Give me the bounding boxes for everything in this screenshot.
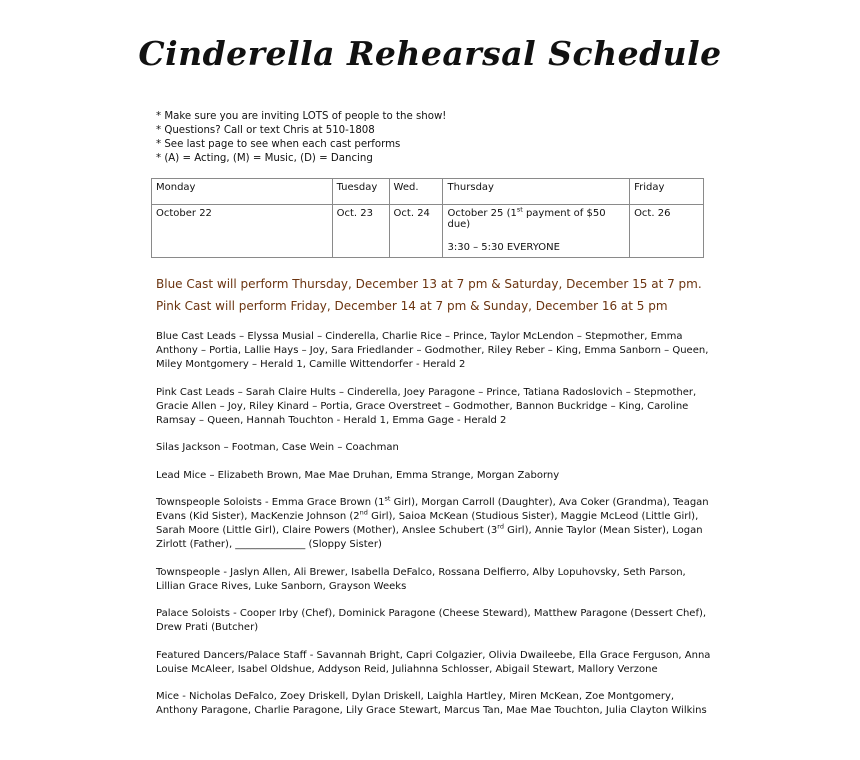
thursday-text-b: payment of $50 due): [447, 208, 606, 230]
superscript: st: [384, 494, 391, 503]
soloists-text: Townspeople Soloists - Emma Grace Brown (1: [156, 497, 385, 508]
cell-tuesday: Oct. 23: [332, 205, 389, 258]
blue-cast-leads: Blue Cast Leads – Elyssa Musial – Cinderella, Charlie Rice – Prince, Taylor McLendon – Stepmother, Emma Anthony – Portia, Lallie Hays – Joy, Sara Friedlander – Godmother, Riley Reber – King, Emma Sanborn – Queen, Miley Montgomery – Herald 1, Camille Wittendorfer - Herald 2: [156, 331, 709, 370]
cell-thursday: [443, 205, 630, 258]
note-item: * See last page to see when each cast performs: [156, 139, 401, 150]
soloists-text: Girl), Morgan Carroll (Daughter), Ava Coker (Grandma), Teagan Evans (Kid Sister), MacKenzie Johnson (2: [156, 497, 709, 522]
thursday-text-a: October 25 (1: [447, 208, 517, 219]
header-friday: Friday: [630, 179, 704, 205]
note-item: * Make sure you are inviting LOTS of people to the show!: [156, 111, 447, 122]
soloists-text: Girl), Annie Taylor (Mean Sister), Logan Zirlott (Father), ______________ (Sloppy Sister): [156, 525, 703, 550]
notes-list: [156, 110, 446, 166]
soloists-text: Girl), Saioa McKean (Studious Sister), Maggie McLeod (Little Girl), Sarah Moore (Little Girl), Claire Powers (Mother), Anslee Schubert (3: [156, 511, 699, 536]
mice: Mice - Nicholas DeFalco, Zoey Driskell, Dylan Driskell, Laighla Hartley, Miren McKean, Zoe Montgomery, Anthony Paragone, Charlie Paragone, Lily Grace Stewart, Marcus Tan, Mae Mae Touchton, Julia Clayton Wilkins: [156, 691, 707, 716]
palace-soloists: Palace Soloists - Cooper Irby (Chef), Dominick Paragone (Cheese Steward), Matthew Paragone (Dessert Chef), Drew Prati (Butcher): [156, 608, 707, 633]
header-tuesday: Tuesday: [332, 179, 389, 205]
page-title: Cinderella Rehearsal Schedule: [138, 34, 722, 73]
townspeople: Townspeople - Jaslyn Allen, Ali Brewer, Isabella DeFalco, Rossana Delfierro, Alby Lopuhovsky, Seth Parson, Lillian Grace Rives, Luke Sanborn, Grayson Weeks: [156, 566, 686, 592]
header-wednesday: Wed.: [389, 179, 443, 205]
superscript: rd: [497, 522, 504, 531]
cell-wednesday: Oct. 24: [389, 205, 443, 258]
cell-friday: Oct. 26: [630, 205, 704, 258]
pink-cast-leads: Pink Cast Leads – Sarah Claire Hults – Cinderella, Joey Paragone – Prince, Tatiana Radoslovich – Stepmother, Gracie Allen – Joy, Riley Kinard – Portia, Grace Overstreet – Godmother, Bannon Buckridge – King, Caroline Ramsay – Queen, Hannah Touchton - Herald 1, Emma Gage - Herald 2: [156, 386, 697, 426]
cast-performance-info: [156, 273, 702, 317]
thursday-line-2: 3:30 – 5:30 EVERYONE: [447, 242, 560, 253]
superscript: nd: [359, 508, 368, 517]
featured-dancers: Featured Dancers/Palace Staff - Savannah Bright, Capri Colgazier, Olivia Dwaileebe, Ella Grace Ferguson, Anna Louise McAleer, Isabel Oldshue, Addyson Reid, Juliahnna Schlosser, Abigail Stewart, Mallory Verzone: [156, 649, 711, 675]
thursday-superscript: st: [516, 205, 523, 214]
schedule-row: [152, 205, 704, 258]
cell-monday: October 22: [152, 205, 333, 258]
header-thursday: Thursday: [443, 179, 630, 205]
blue-cast-dates: Blue Cast will perform Thursday, December 13 at 7 pm & Saturday, December 15 at 7 pm.: [156, 277, 702, 291]
header-monday: Monday: [152, 179, 333, 205]
schedule-header-row: [152, 179, 704, 205]
schedule-table: [151, 178, 704, 258]
footman-coachman: Silas Jackson – Footman, Case Wein – Coachman: [156, 442, 399, 453]
thursday-line-1: [447, 205, 625, 230]
note-item: * Questions? Call or text Chris at 510-1808: [156, 125, 375, 136]
pink-cast-dates: Pink Cast will perform Friday, December 14 at 7 pm & Sunday, December 16 at 5 pm: [156, 299, 668, 313]
cast-list: [156, 330, 716, 732]
townspeople-soloists: [156, 496, 716, 552]
lead-mice: Lead Mice – Elizabeth Brown, Mae Mae Druhan, Emma Strange, Morgan Zaborny: [156, 469, 560, 481]
note-item: * (A) = Acting, (M) = Music, (D) = Dancing: [156, 153, 373, 164]
